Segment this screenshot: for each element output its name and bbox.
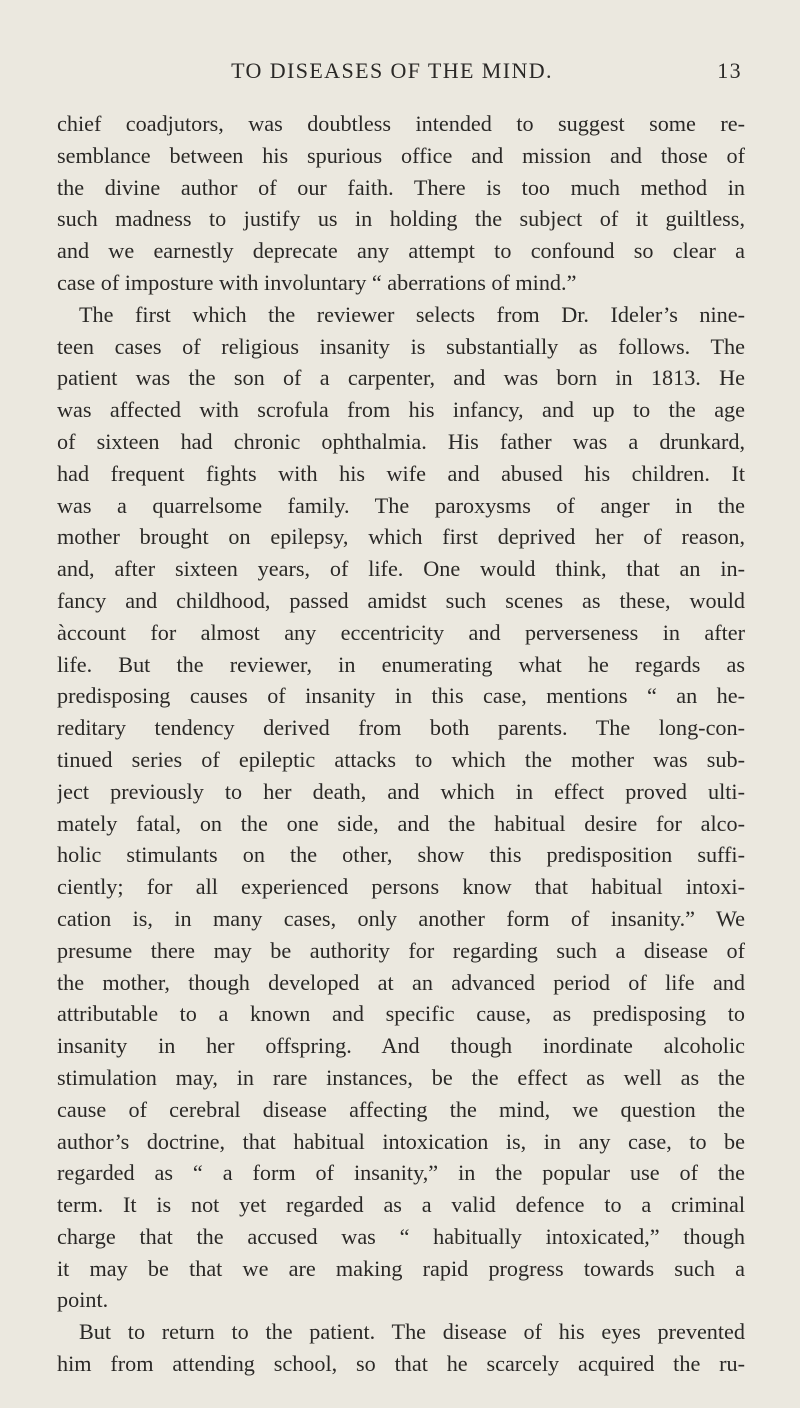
text-line: and we earnestly deprecate any attempt to confound so clear a (57, 238, 745, 264)
text-line: fancy and childhood, passed amidst such scenes as these, would (57, 587, 745, 613)
text-line: mother brought on epilepsy, which first deprived her of reason, (57, 524, 745, 550)
text-line: had frequent fights with his wife and abused his children. It (57, 460, 745, 486)
text-line: stimulation may, in rare instances, be the effect as well as the (57, 1064, 745, 1090)
running-head-title: TO DISEASES OF THE MIND. (231, 58, 553, 83)
text-line: the mother, though developed at an advanced period of life and (57, 969, 745, 995)
text-line: holic stimulants on the other, show this predisposition suffi- (57, 842, 745, 868)
text-line: reditary tendency derived from both parents. The long-con- (57, 715, 745, 741)
text-line: point. (57, 1287, 109, 1313)
text-line: was a quarrelsome family. The paroxysms of anger in the (57, 492, 745, 518)
text-line: of sixteen had chronic ophthalmia. His father was a drunkard, (57, 428, 745, 454)
text-line: mately fatal, on the one side, and the habitual desire for alco- (57, 810, 745, 836)
text-line: semblance between his spurious office and mission and those of (57, 142, 745, 168)
text-line: predisposing causes of insanity in this case, mentions “ an he- (57, 683, 745, 709)
text-line: cause of cerebral disease affecting the mind, we question the (57, 1096, 745, 1122)
text-line: tinued series of epileptic attacks to which the mother was sub- (57, 746, 745, 772)
text-line: teen cases of religious insanity is substantially as follows. The (57, 333, 745, 359)
text-line: case of imposture with involuntary “ aberrations of mind.” (57, 269, 577, 295)
text-line: him from attending school, so that he scarcely acquired the ru- (57, 1351, 745, 1377)
text-line: But to return to the patient. The disease of his eyes prevented (79, 1319, 745, 1345)
text-line: it may be that we are making rapid progress towards such a (57, 1255, 745, 1281)
text-line: chief coadjutors, was doubtless intended to suggest some re- (57, 111, 745, 136)
text-line: regarded as “ a form of insanity,” in the popular use of the (57, 1160, 745, 1186)
text-line: life. But the reviewer, in enumerating what he regards as (57, 651, 745, 677)
text-line: àccount for almost any eccentricity and perverseness in after (57, 619, 745, 645)
text-line: such madness to justify us in holding the subject of it guiltless, (57, 206, 745, 232)
text-line: and, after sixteen years, of life. One would think, that an in- (57, 556, 745, 582)
text-line: ciently; for all experienced persons know that habitual intoxi- (57, 874, 745, 900)
text-line: presume there may be authority for regarding such a disease of (57, 937, 745, 963)
text-line: author’s doctrine, that habitual intoxication is, in any case, to be (57, 1128, 745, 1154)
text-line: term. It is not yet regarded as a valid defence to a criminal (57, 1192, 745, 1218)
running-head (112, 58, 742, 88)
text-line: cation is, in many cases, only another form of insanity.” We (57, 905, 745, 931)
text-line: the divine author of our faith. There is too much method in (57, 174, 745, 200)
body-text (57, 108, 745, 1380)
text-line: insanity in her offspring. And though inordinate alcoholic (57, 1033, 745, 1059)
text-line: was affected with scrofula from his infancy, and up to the age (57, 397, 745, 423)
text-line: attributable to a known and specific cause, as predisposing to (57, 1001, 745, 1027)
text-line: patient was the son of a carpenter, and was born in 1813. He (57, 365, 745, 391)
text-line: ject previously to her death, and which in effect proved ulti- (57, 778, 745, 804)
text-line: charge that the accused was “ habitually intoxicated,” though (57, 1223, 745, 1249)
text-line: The first which the reviewer selects from Dr. Ideler’s nine- (79, 301, 745, 327)
page-number: 13 (717, 58, 742, 83)
